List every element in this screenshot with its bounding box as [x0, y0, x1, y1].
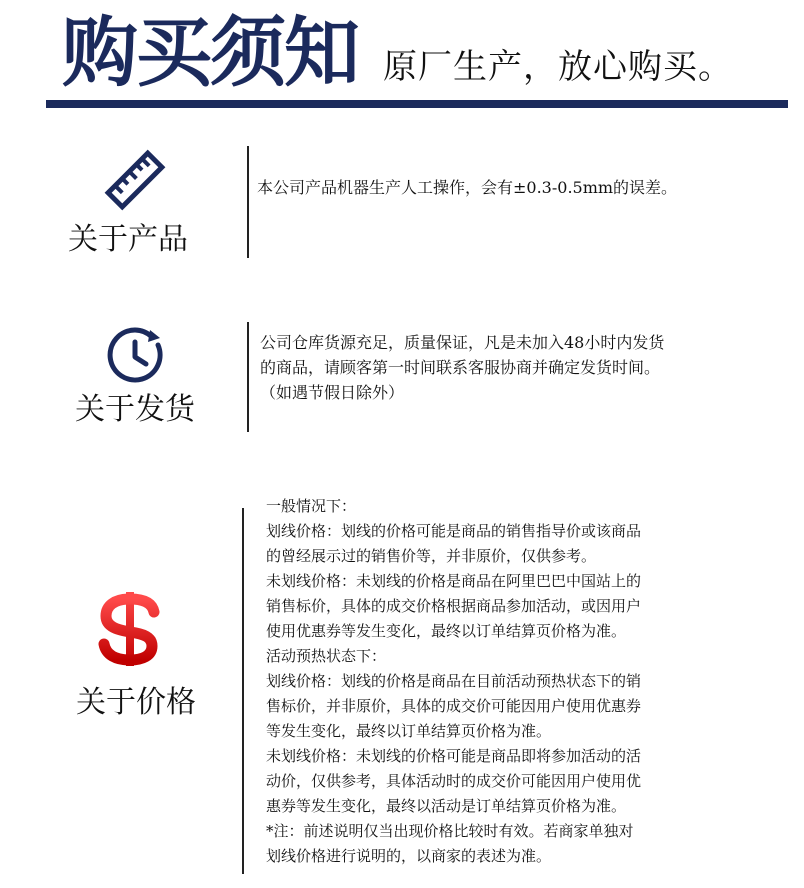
text-line: 销售标价，具体的成交价格根据商品参加活动，或因用户: [266, 597, 642, 615]
page-subtitle: 原厂生产，放心购买。: [383, 47, 733, 87]
ruler-icon: [103, 148, 167, 212]
section-label-shipping: 关于发货: [75, 392, 195, 427]
text-line: 划线价格：划线的价格是商品在目前活动预热状态下的销: [266, 672, 642, 690]
text-line: 划线价格进行说明的，以商家的表述为准。: [266, 847, 552, 865]
text-line: 的曾经展示过的销售价等，并非原价，仅供参考。: [266, 547, 597, 565]
text-line: 惠券等发生变化，最终以活动是订单结算页价格为准。: [266, 797, 627, 815]
text-line: 使用优惠券等发生变化，最终以订单结算页价格为准。: [266, 622, 627, 640]
text-line: 一般情况下：: [266, 497, 357, 515]
section-divider-product: [247, 146, 249, 258]
text-line: 划线价格：划线的价格可能是商品的销售指导价或该商品: [266, 522, 642, 540]
text-line: 售标价，并非原价，具体的成交价可能因用户使用优惠券: [266, 697, 642, 715]
section-text-price: [266, 494, 641, 869]
text-line: 等发生变化，最终以订单结算页价格为准。: [266, 722, 552, 740]
section-label-price: 关于价格: [76, 685, 196, 720]
header-divider: [46, 100, 788, 108]
text-line: 动价，仅供参考，具体活动时的成交价可能因用户使用优: [266, 772, 642, 790]
header: [0, 0, 804, 120]
dollar-icon: [94, 590, 166, 668]
section-divider-price: [242, 508, 244, 874]
text-line: 未划线价格：未划线的价格可能是商品即将参加活动的活: [266, 747, 642, 765]
text-line: 未划线价格：未划线的价格是商品在阿里巴巴中国站上的: [266, 572, 642, 590]
text-line: 本公司产品机器生产人工操作，会有±0.3-0.5mm的误差。: [257, 178, 678, 197]
section-label-product: 关于产品: [68, 222, 188, 257]
text-line: （如遇节假日除外）: [260, 383, 405, 402]
clock-icon: [104, 324, 166, 386]
text-line: *注：前述说明仅当出现价格比较时有效。若商家单独对: [266, 822, 634, 840]
section-divider-shipping: [247, 322, 249, 432]
section-text-shipping: [260, 330, 664, 405]
page-title: 购买须知: [62, 8, 358, 97]
text-line: 活动预热状态下：: [266, 647, 387, 665]
text-line: 公司仓库货源充足，质量保证，凡是未加入48小时内发货: [260, 333, 665, 352]
section-text-product: [257, 175, 677, 200]
text-line: 的商品，请顾客第一时间联系客服协商并确定发货时间。: [260, 358, 661, 377]
